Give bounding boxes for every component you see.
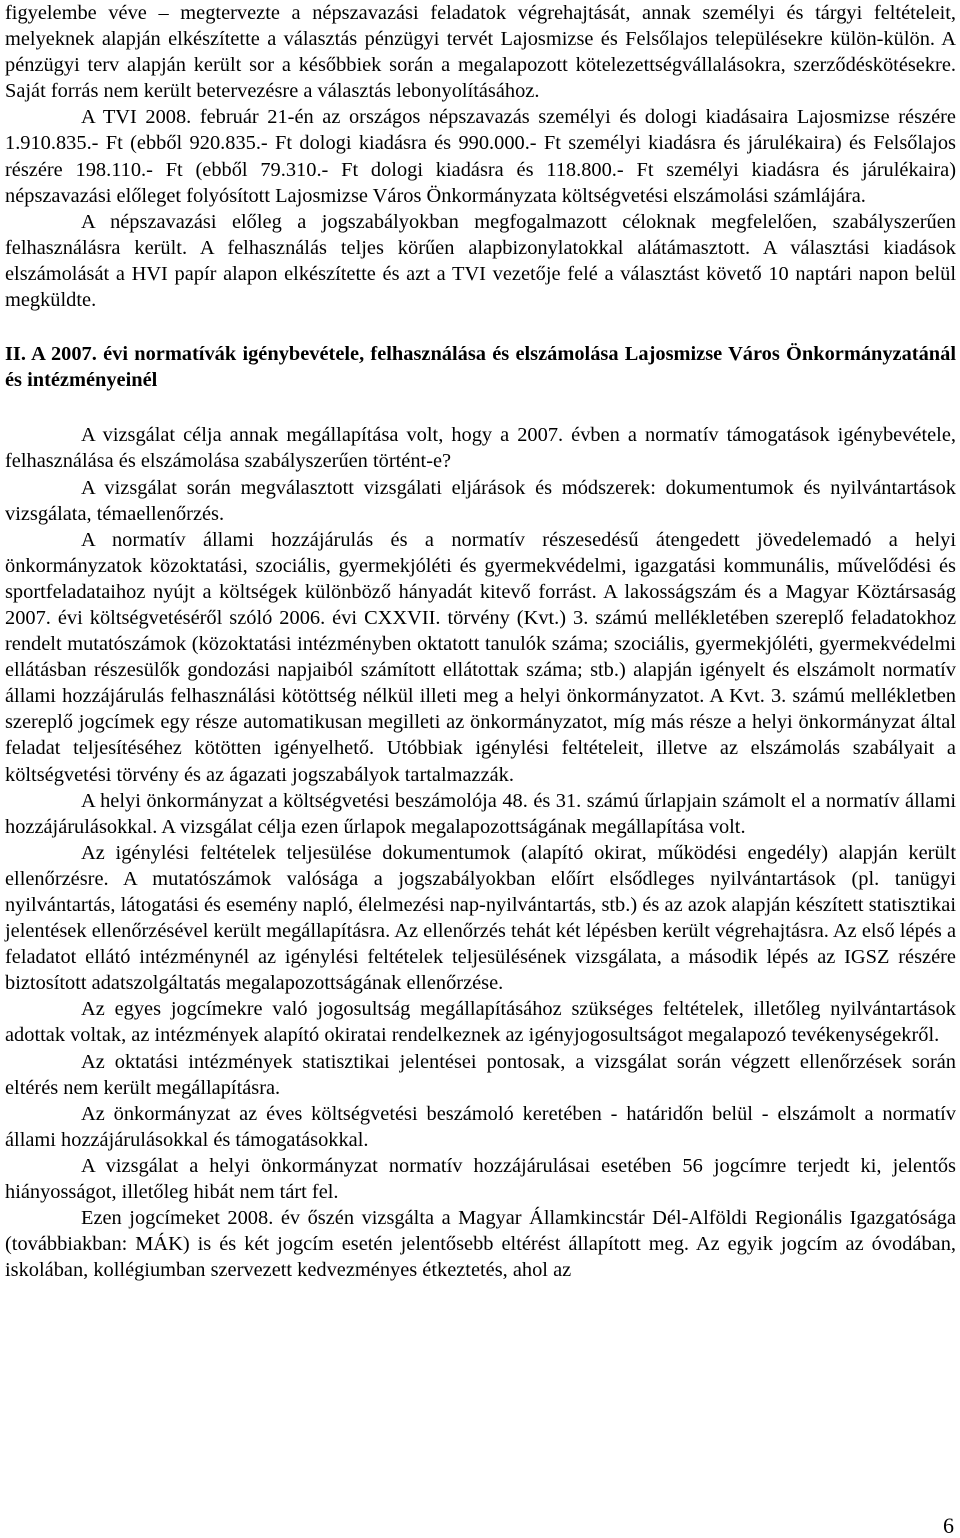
paragraph: A vizsgálat a helyi önkormányzat normatív hozzájárulásai esetében 56 jogcímre terjedt ki, jelentős hiányosságot, illetőleg hibát nem tárt fel. (5, 1154, 956, 1204)
paragraph: A TVI 2008. február 21-én az országos népszavazás személyi és dologi kiadásaira Lajosmizse részére 1.910.835.- Ft (ebből 920.835.- Ft dologi kiadásra és 990.000.- Ft személyi kiadásra és járulékaira) és Felsőlajos részére 198.110.- Ft (ebből 79.310.- Ft dologi kiadásra és 118.800.- Ft személyi kiadásra és járulékaira) népszavazási előleget folyósított Lajosmizse Város Önkormányzata költségvetési elszámolási számlájára. (5, 106, 956, 207)
paragraph: A helyi önkormányzat a költségvetési beszámolója 48. és 31. számú űrlapjain számolt el a normatív állami hozzájárulásokkal. A vizsgálat célja ezen űrlapok megalapozottságának megállapítása volt. (5, 789, 956, 838)
paragraph: Az önkormányzat az éves költségvetési beszámoló keretében - határidőn belül - elszámolt a normatív állami hozzájárulásokkal és támogatásokkal. (5, 1102, 956, 1151)
paragraph: A normatív állami hozzájárulás és a normatív részesedésű átengedett jövedelemadó a helyi önkormányzatok közoktatási, szociális, gyermekjóléti és gyermekvédelmi, igazgatási kommunális, művelődési és sportfeladataihoz nyújt a költségek különböző hányadát kitevő forrást. A lakosságszám és a Magyar Köztársaság 2007. évi költségvetéséről szóló 2006. évi CXXVII. törvény (Kvt.) 3. számú mellékletében szereplő feladatokhoz rendelt mutatószámok (közoktatási intézményben oktatott tanulók száma; szociális, gyermekjóléti, gyermekvédelmi ellátásban részesülők gondozási napjaiból számított ellátottak száma; stb.) alapján igényelt és elszámolt normatív állami hozzájárulás felhasználási kötöttség nélkül illeti meg a helyi önkormányzatot. A Kvt. 3. számú mellékletben szereplő jogcímek egy része automatikusan megilleti az önkormányzatot, míg más része a helyi önkormányzat által feladat teljesítéséhez kötötten igényelhető. Utóbbiak igénylési feltételeit, illetve az elszámolás szabályait a költségvetési törvény és az ágazati jogszabályok tartalmazzák. (5, 528, 956, 786)
paragraph: Az igénylési feltételek teljesülése dokumentumok (alapító okirat, működési engedély) alapján került ellenőrzésre. A mutatószámok valósága a jogszabályokban előírt elsődleges nyilvántartások (pl. tanügyi nyilvántartás, látogatási és esemény napló, élelmezési nap-nyilvántartás, stb.) és az azok alapján készített statisztikai jelentések ellenőrzésével került megállapításra. Az ellenőrzés tehát két lépésben került végrehajtásra. Az első lépés a feladatot ellátó intézménynél az igénylési feltételek teljesülésének vizsgálata, a második lépés az IGSZ részére biztosított adatszolgáltatás megalapozottságának ellenőrzése. (5, 841, 956, 995)
spacer (5, 393, 956, 422)
document-page (5, 0, 956, 1283)
paragraph: Az egyes jogcímekre való jogosultság megállapításához szükséges feltételek, illetőleg nyilvántartások adottak voltak, az intézmények alapító okiratai rendelkeznek az igényjogosultságot megalapozó tevékenységekről. (5, 998, 956, 1047)
page-number: 6 (943, 1513, 954, 1538)
spacer (5, 313, 956, 341)
section-heading: II. A 2007. évi normatívák igénybevétele, felhasználása és elszámolása Lajosmizse Város Önkormányzatánál és intézményeinél (5, 343, 956, 392)
paragraph: figyelembe véve – megtervezte a népszavazási feladatok végrehajtását, annak személyi és tárgyi feltételeit, melyeknek alapján elkészítette a választás pénzügyi tervét Lajosmizse és Felsőlajos településekre külön-külön. A pénzügyi terv alapján került sor a későbbiek során a megalapozott kötelezettségvállalásokra, szerződéskötésekre. Saját forrás nem került betervezésre a választás lebonyolításához. (5, 2, 956, 103)
paragraph: A vizsgálat során megválasztott vizsgálati eljárások és módszerek: dokumentumok és nyilvántartások vizsgálata, témaellenőrzés. (5, 476, 956, 525)
paragraph: Ezen jogcímeket 2008. év őszén vizsgálta a Magyar Államkincstár Dél-Alföldi Regionális Igazgatósága (továbbiakban: MÁK) is és két jogcím esetén jelentősebb eltérést állapított meg. Az egyik jogcím az óvodában, iskolában, kollégiumban szervezett kedvezményes étkeztetés, ahol az (5, 1207, 956, 1282)
paragraph: Az oktatási intézmények statisztikai jelentései pontosak, a vizsgálat során végzett ellenőrzések során eltérés nem került megállapításra. (5, 1050, 956, 1099)
paragraph: A vizsgálat célja annak megállapítása volt, hogy a 2007. évben a normatív támogatások igénybevétele, felhasználása és elszámolása szabályszerűen történt-e? (5, 424, 956, 473)
paragraph: A népszavazási előleg a jogszabályokban megfogalmazott céloknak megfelelően, szabályszerűen felhasználásra került. A felhasználás teljes körűen alapbizonylatokkal alátámasztott. A választási kiadások elszámolását a HVI papír alapon elkészítette és azt a TVI vezetője felé a választást követő 10 naptári napon belül megküldte. (5, 210, 956, 312)
